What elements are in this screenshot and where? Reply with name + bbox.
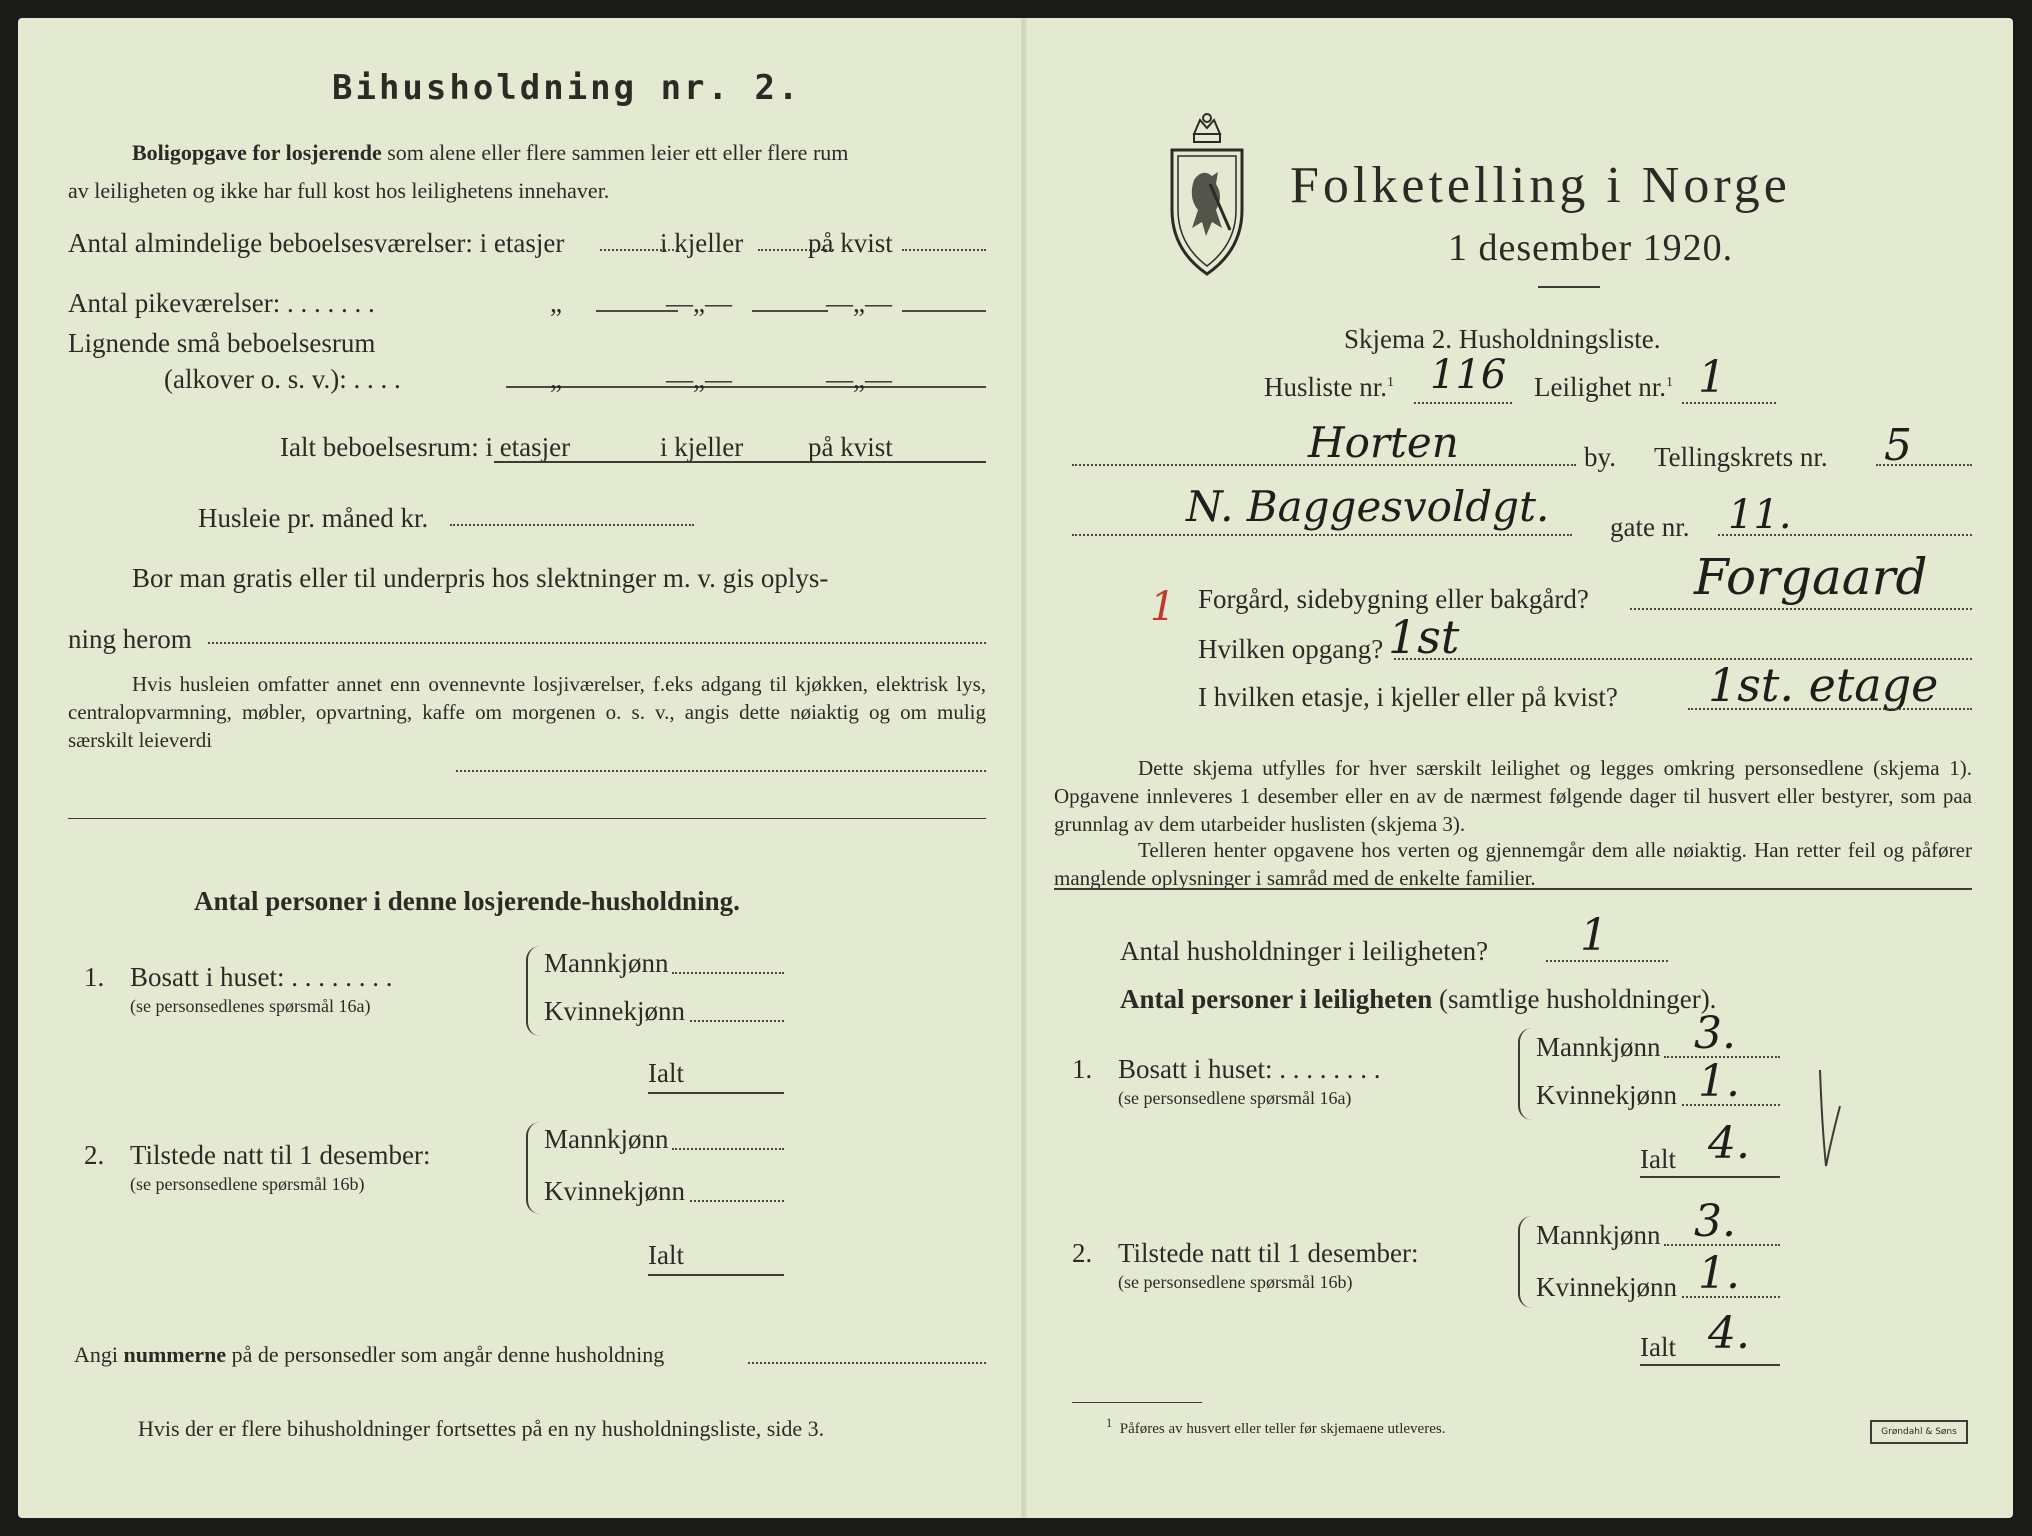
- left-q2-sub: (se personsedlene spørsmål 16b): [130, 1174, 365, 1194]
- opgang-value: 1st: [1388, 610, 1460, 664]
- intro-line1: Boligopgave for losjerende som alene eller flere sammen leier ett eller flere rum: [132, 140, 849, 165]
- lignende-label-2: (alkover o. s. v.): . . . .: [164, 364, 401, 394]
- right-q1-kvinne-label: Kvinnekjønn: [1536, 1080, 1677, 1110]
- lignende-ditto-3: —„—: [826, 364, 892, 394]
- left-heading: Bihusholdning nr. 2.: [332, 68, 802, 108]
- left-q1-number: 1.: [84, 962, 105, 992]
- left-q2-label: Tilstede natt til 1 desember:: [130, 1140, 431, 1170]
- right-q1-label: Bosatt i huset: . . . . . . . .: [1118, 1054, 1381, 1084]
- right-q2-mann-label: Mannkjønn: [1536, 1220, 1661, 1250]
- by-label: by.: [1584, 442, 1616, 472]
- lignende-ditto-1: „: [550, 364, 562, 394]
- personer-heading: Antal personer i leiligheten (samtlige husholdninger).: [1120, 984, 1717, 1014]
- right-q1-kvinne-value: 1.: [1698, 1056, 1740, 1107]
- left-q1-mann-label: Mannkjønn: [544, 948, 669, 978]
- instructions-para-1: Dette skjema utfylles for hver særskilt leilighet og legges omkring personsedlene (skjema 1). Opgavene innleveres 1 desember eller en av de nærmest følgende dager til husvert eller bestyrer, som paa grunnlag av dem utarbeider huslisten (skjema 3).: [1054, 756, 1972, 836]
- check-mark-icon: [1818, 1066, 1842, 1172]
- right-q1-mann-value: 3.: [1694, 1008, 1736, 1059]
- rooms-label: Antal almindelige beboelsesværelser: i etasjer: [68, 228, 565, 258]
- rooms-kjeller-label: i kjeller: [660, 228, 744, 258]
- ialt-kjeller-label: i kjeller: [660, 432, 744, 462]
- by-value: Horten: [1308, 418, 1459, 467]
- right-q1-sub: (se personsedlene spørsmål 16a): [1118, 1088, 1352, 1108]
- antal-personer-heading: Antal personer i denne losjerende-husholdning.: [194, 886, 740, 916]
- footnote: $^1$ Påføres av husvert eller teller før skjemaene utleveres.: [1106, 1416, 1446, 1437]
- etasje-label: I hvilken etasje, i kjeller eller på kvist?: [1198, 682, 1618, 712]
- forgaard-value: Forgaard: [1694, 548, 1928, 606]
- bor-line2: ning herom: [68, 624, 192, 654]
- census-form: [18, 18, 2013, 1518]
- husleie-label: Husleie pr. måned kr.: [198, 503, 429, 533]
- left-footer-note: Hvis der er flere bihusholdninger fortsettes på en ny husholdningsliste, side 3.: [138, 1416, 825, 1441]
- form-title: Folketelling i Norge: [1290, 157, 1791, 214]
- right-q1-number: 1.: [1072, 1054, 1093, 1084]
- rooms-kvist-label: på kvist: [808, 228, 893, 258]
- husholdninger-value: 1: [1580, 910, 1608, 961]
- gate-value: N. Baggesvoldgt.: [1186, 482, 1550, 531]
- gate-label: gate nr.: [1610, 512, 1690, 542]
- printer-stamp: Grøndahl & Søns: [1870, 1420, 1968, 1444]
- husliste-label: Husliste nr.$^1$: [1264, 372, 1395, 402]
- pike-ditto-2: —„—: [666, 288, 732, 318]
- instructions-para-2: Telleren henter opgavene hos verten og gjennemgår dem alle nøiaktig. Han retter feil og påfører manglende oplysninger i samråd med de enkelte familier.: [1054, 838, 1972, 890]
- pike-ditto-1: „: [550, 288, 562, 318]
- left-q2-number: 2.: [84, 1140, 105, 1170]
- right-q2-number: 2.: [1072, 1238, 1093, 1268]
- angi-line: Angi nummerne på de personsedler som angår denne husholdning: [74, 1342, 665, 1367]
- page-fold: [1021, 18, 1027, 1518]
- bor-line1: Bor man gratis eller til underpris hos slektninger m. v. gis oplys-: [132, 563, 829, 593]
- form-date: 1 desember 1920.: [1448, 227, 1734, 269]
- skjema-label: Skjema 2. Husholdningsliste.: [1344, 324, 1661, 354]
- right-q2-ialt-value: 4.: [1708, 1308, 1750, 1359]
- left-q1-ialt-label: Ialt: [648, 1058, 684, 1088]
- left-q2-ialt-label: Ialt: [648, 1240, 684, 1270]
- leilighet-label: Leilighet nr.$^1$: [1534, 372, 1673, 402]
- ialt-kvist-label: på kvist: [808, 432, 893, 462]
- right-q1-ialt-label: Ialt: [1640, 1144, 1676, 1174]
- ialt-rooms-label: Ialt beboelsesrum: i etasjer: [280, 432, 571, 462]
- right-q2-label: Tilstede natt til 1 desember:: [1118, 1238, 1419, 1268]
- right-q2-kvinne-label: Kvinnekjønn: [1536, 1272, 1677, 1302]
- red-margin-mark: 1: [1150, 584, 1176, 630]
- intro-line2: av leiligheten og ikke har full kost hos leilighetens innehaver.: [68, 178, 610, 203]
- left-q2-kvinne-label: Kvinnekjønn: [544, 1176, 685, 1206]
- right-q2-mann-value: 3.: [1694, 1196, 1736, 1247]
- lignende-ditto-2: —„—: [666, 364, 732, 394]
- forgaard-label: Forgård, sidebygning eller bakgård?: [1198, 584, 1589, 614]
- right-q1-mann-label: Mannkjønn: [1536, 1032, 1661, 1062]
- husliste-value: 116: [1430, 352, 1507, 398]
- left-q1-kvinne-label: Kvinnekjønn: [544, 996, 685, 1026]
- right-q2-kvinne-value: 1.: [1698, 1248, 1740, 1299]
- pike-ditto-3: —„—: [826, 288, 892, 318]
- husholdninger-label: Antal husholdninger i leiligheten?: [1120, 936, 1489, 966]
- lignende-label-1: Lignende små beboelsesrum: [68, 328, 376, 358]
- tellingskrets-value: 5: [1884, 420, 1912, 471]
- tellingskrets-label: Tellingskrets nr.: [1654, 442, 1828, 472]
- pike-label: Antal pikeværelser: . . . . . . .: [68, 288, 375, 318]
- coat-of-arms-icon: [1166, 110, 1248, 278]
- left-q2-mann-label: Mannkjønn: [544, 1124, 669, 1154]
- left-q1-sub: (se personsedlenes spørsmål 16a): [130, 996, 371, 1016]
- right-q2-sub: (se personsedlene spørsmål 16b): [1118, 1272, 1353, 1292]
- opgang-label: Hvilken opgang?: [1198, 634, 1384, 664]
- right-q1-ialt-value: 4.: [1708, 1118, 1750, 1169]
- gate-nr-value: 11.: [1728, 492, 1792, 538]
- right-q2-ialt-label: Ialt: [1640, 1332, 1676, 1362]
- left-q1-label: Bosatt i huset: . . . . . . . .: [130, 962, 393, 992]
- leilighet-value: 1: [1698, 352, 1726, 403]
- husleie-explanation: Hvis husleien omfatter annet enn ovennevnte losjiværelser, f.eks adgang til kjøkken, elektrisk lys, centralopvarmning, møbler, opvartning, kaffe om morgenen o. s. v., angis dette nøiaktig og om mulig særskilt leieverdi: [68, 672, 986, 752]
- etasje-value: 1st. etage: [1708, 658, 1939, 712]
